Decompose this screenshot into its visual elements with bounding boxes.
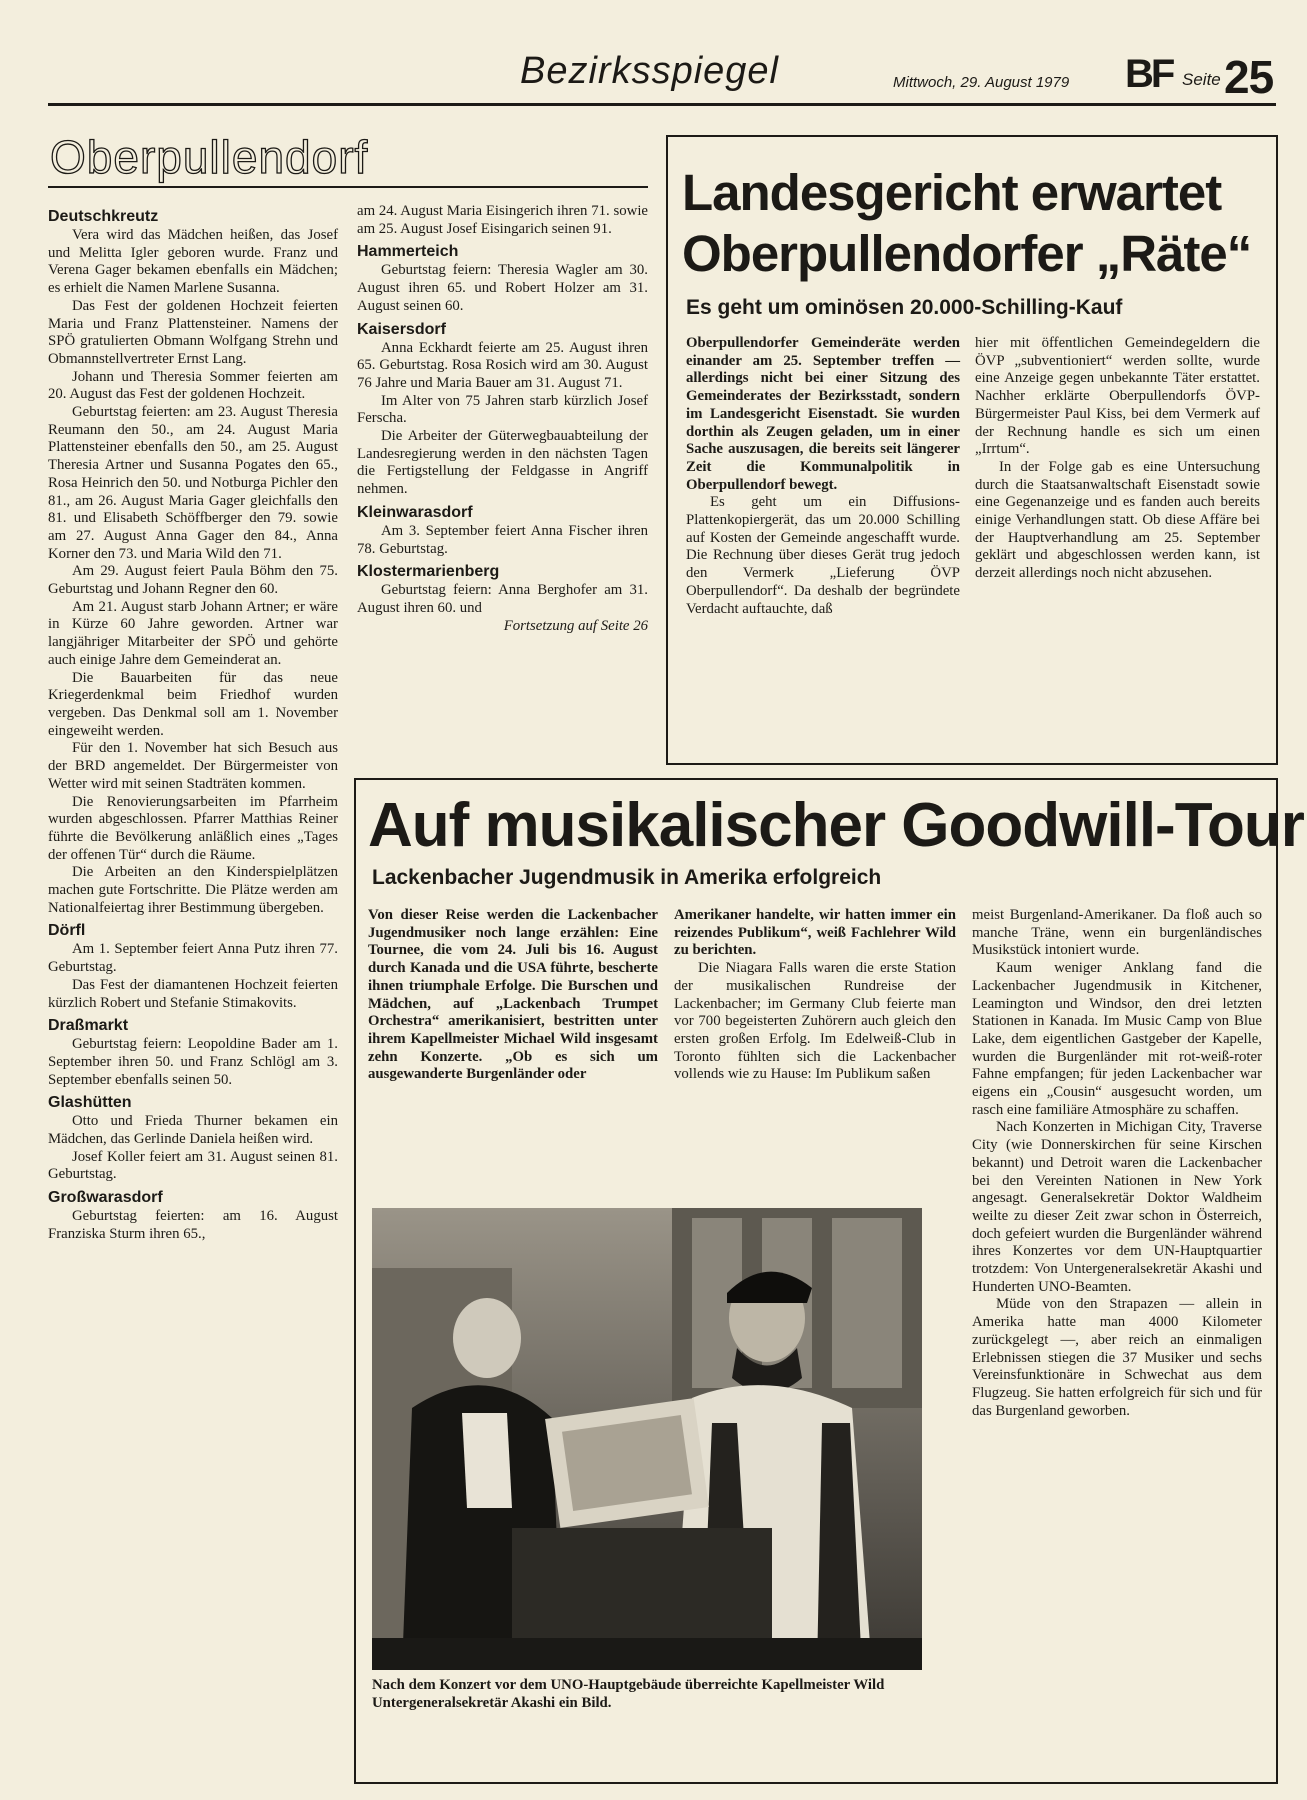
paragraph: Die Bauarbeiten für das neue Kriegerdenkmal beim Friedhof wurden vergeben. Das Denkmal soll am 1. November eingeweiht werden.	[48, 669, 338, 739]
masthead-rule	[48, 103, 1276, 106]
paragraph: Am 21. August starb Johann Artner; er wäre in Kürze 60 Jahre geworden. Artner war langjähriger Mitarbeiter der SPÖ und gehörte auch einige Jahre dem Gemeinderat an.	[48, 598, 338, 668]
paragraph: Josef Koller feiert am 31. August seinen 81. Geburtstag.	[48, 1148, 338, 1183]
paragraph: Das Fest der goldenen Hochzeit feierten Maria und Franz Plattensteiner. Namens der SPÖ gratulierten Obmann Wolfgang Strehn und Obmannstellvertreter Ernst Lang.	[48, 297, 338, 367]
paragraph: Die Renovierungsarbeiten im Pfarrheim wurden abgeschlossen. Pfarrer Matthias Reiner führte die Bevölkerung anläßlich eines „Tages der offenen Tür“ durch die Räume.	[48, 793, 338, 863]
lead-paragraph: Oberpullendorfer Gemeinderäte werden einander am 25. September treffen — allerdings nicht bei einer Sitzung des Gemeinderates der Bezirksstadt, sondern im Landesgericht Eisenstadt. Sie wurden dorthin als Zeugen geladen, um in einer Sache auszusagen, die bereits seit längerer Zeit die Kommunalpolitik in Oberpullendorf bewegt.	[686, 335, 960, 493]
paragraph: hier mit öffentlichen Gemeindegeldern die ÖVP „subventioniert“ werden sollte, wurde eine Anzeige gegen unbekannte Täter erstattet. Nachher erklärte Oberpullendorfs ÖVP-Bürgermeister Paul Kiss, bei dem Vermerk auf der Rechnung handle es sich um einen „Irrtum“.	[975, 335, 1260, 458]
headline: Auf musikalischer Goodwill-Tour	[368, 791, 1304, 860]
paragraph: Im Alter von 75 Jahren starb kürzlich Josef Ferscha.	[357, 392, 648, 427]
lead-paragraph-continued: Amerikaner handelte, wir hatten immer ein reizendes Publikum“, weiß Fachlehrer Wild zu berichten.	[674, 907, 956, 959]
article-column-1	[368, 907, 658, 1084]
locality-heading: Großwarasdorf	[48, 1189, 163, 1207]
paragraph: Geburtstag feiern: Anna Berghofer am 31. August ihren 60. und	[357, 582, 648, 616]
locality-heading: Hammerteich	[357, 243, 459, 261]
paragraph: am 24. August Maria Eisingerich ihren 71. sowie am 25. August Josef Eisingarich seinen 91.	[357, 203, 648, 237]
paragraph: meist Burgenland-Amerikaner. Da floß auch so manche Träne, wenn ein burgenländisches Musikstück intoniert wurde.	[972, 907, 1262, 959]
paragraph: Die Arbeiter der Güterwegbauabteilung der Landesregierung werden in den nächsten Tagen die Fertigstellung der Feldgasse in Angriff nehmen.	[357, 428, 648, 498]
locality-heading: Dörfl	[48, 922, 86, 940]
locality-heading: Glashütten	[48, 1094, 132, 1112]
paragraph: Geburtstag feiern: Leopoldine Bader am 1. September ihren 50. und Franz Schlögl am 3. September ebenfalls seinen 50.	[48, 1036, 338, 1088]
region-title: Oberpullendorf	[50, 131, 369, 183]
lead-paragraph: Von dieser Reise werden die Lackenbacher Jugendmusiker noch lange erzählen: Eine Tournee, die vom 24. Juli bis 16. August durch Kanada und die USA führte, bescherte ihnen triumphale Erfolge. Die Burschen und Mädchen, auf „Lackenbach Trumpet Orchestra“ amerikanisiert, bestritten unter ihrem Kapellmeister Michael Wild insgesamt zehn Konzerte. „Ob es sich um ausgewanderte Burgenländer oder	[368, 907, 658, 1083]
paragraph: Geburtstag feierten: am 23. August Theresia Reumann den 50., am 24. August Maria Plattensteiner ebenfalls den 50., am 25. August Theresia Artner und Susanna Pogates den 65., Rosa Heinrich den 50. und Notburga Pichler den 81., am 26. August Maria Gager gleichfalls den 81. und Elisabeth Schöffberger den 79. sowie am 27. August Anna Gager den 84., Anna Korner den 73. und Maria Wild den 71.	[48, 404, 338, 562]
locality-heading: Klostermarienberg	[357, 563, 500, 581]
paragraph: Das Fest der diamantenen Hochzeit feierten kürzlich Robert und Stefanie Stimakovits.	[48, 976, 338, 1011]
paragraph: Die Niagara Falls waren die erste Station der musikalischen Rundreise der Lackenbacher; im Germany Club feierte man vor 700 begeisterten Zuhörern auch gleich den ersten großen Erfolg. Im Edelweiß-Club in Toronto fühlten sich die Lackenbacher vollends wie zu Hause: Im Publikum saßen	[674, 960, 956, 1083]
concert-photo	[372, 1208, 922, 1670]
locality-heading: Kleinwarasdorf	[357, 503, 473, 521]
article-column-1	[686, 335, 960, 618]
issue-date: Mittwoch, 29. August 1979	[893, 74, 1070, 91]
paragraph: Otto und Frieda Thurner bekamen ein Mädchen, das Gerlinde Daniela heißen wird.	[48, 1113, 338, 1148]
paragraph: Am 3. September feiert Anna Fischer ihren 78. Geburtstag.	[357, 522, 648, 557]
page-label: Seite	[1182, 70, 1221, 89]
article-column-3	[972, 907, 1262, 1420]
paragraph: Geburtstag feierten: am 16. August Franziska Sturm ihren 65.,	[48, 1208, 338, 1242]
page-number: 25	[1224, 51, 1274, 103]
article-column-2	[674, 907, 956, 1084]
locality-heading: Kaisersdorf	[357, 320, 446, 338]
paragraph: Am 29. August feiert Paula Böhm den 75. Geburtstag und Johann Regner den 60.	[48, 563, 338, 598]
paragraph: Anna Eckhardt feierte am 25. August ihren 65. Geburtstag. Rosa Rosich wird am 30. August 76 Jahre und Maria Bauer am 31. August 71.	[357, 339, 648, 391]
region-rule	[48, 186, 648, 188]
locality-heading: Draßmarkt	[48, 1017, 129, 1035]
subheadline: Es geht um ominösen 20.000-Schilling-Kauf	[686, 296, 1123, 319]
subheadline: Lackenbacher Jugendmusik in Amerika erfolgreich	[372, 866, 882, 889]
paragraph: Nach Konzerten in Michigan City, Traverse City (wie Donnerskirchen für seine Kirschen bekannt) und Detroit waren die Lackenbacher bei den Vereinten Nationen in New York angesagt. Generalsekretär Doktor Waldheim weilte zu dieser Zeit zwar schon in Österreich, doch gefeiert wurden die Burgenländer während ihres Konzertes vor dem UN-Hauptquartier trotzdem: Von Untergeneralsekretär Akashi und Hunderten UNO-Beamten.	[972, 1119, 1262, 1295]
paragraph: Kaum weniger Anklang fand die Lackenbacher Jugendmusik in Kitchener, Leamington und Windsor, den drei letzten Stationen in Kanada. Im Music Camp von Blue Lake, dem eigentlichen Gastgeber der Kapelle, wurden die Burgenländer mit rot-weiß-roter Fahne empfangen; für jeden Lackenbacher war eigens ein „Cousin“ ausgesucht worden, um rasch eine familiäre Atmosphäre zu schaffen.	[972, 960, 1262, 1118]
paragraph: Die Arbeiten an den Kinderspielplätzen machen gute Fortschritte. Die Plätze werden am Nationalfeiertag ihrer Bestimmung übergeben.	[48, 864, 338, 916]
paragraph: Am 1. September feiert Anna Putz ihren 77. Geburtstag.	[48, 941, 338, 976]
paragraph: Für den 1. November hat sich Besuch aus der BRD angemeldet. Der Bürgermeister von Wetter wird mit seinen Stadträten kommen.	[48, 740, 338, 792]
headline-line-1: Landesgericht erwartet	[682, 164, 1222, 221]
section-title: Bezirksspiegel	[520, 50, 779, 92]
paragraph: Vera wird das Mädchen heißen, das Josef und Melitta Igler geboren wurde. Franz und Verena Gager bekamen ebenfalls ein Mädchen; es erhielt die Namen Marlene Susanna.	[48, 227, 338, 297]
photo-caption: Nach dem Konzert vor dem UNO-Hauptgebäude überreichte Kapellmeister Wild Untergeneralsekretär Akashi ein Bild.	[372, 1677, 885, 1711]
headline-line-2: Oberpullendorfer „Räte“	[682, 225, 1252, 282]
newspaper-logo: BF	[1125, 52, 1173, 96]
paragraph: Johann und Theresia Sommer feierten am 20. August das Fest der goldenen Hochzeit.	[48, 368, 338, 403]
locality-heading: Deutschkreutz	[48, 208, 159, 225]
continuation-note: Fortsetzung auf Seite 26	[503, 617, 648, 634]
news-column-2	[357, 203, 648, 635]
article-column-2	[975, 335, 1260, 583]
paragraph: Es geht um ein Diffusions-Plattenkopiergerät, das um 20.000 Schilling auf Kosten der Gemeinde angeschafft wurde. Die Rechnung über dieses Gerät trug jedoch den Vermerk „Lieferung ÖVP Oberpullendorf“. Da deshalb der begründete Verdacht auftauchte, daß	[686, 494, 960, 617]
paragraph: In der Folge gab es eine Untersuchung durch die Staatsanwaltschaft Eisenstadt sowie eine Gegenanzeige und es fanden auch bereits einige Verhandlungen statt. Ob diese Affäre bei der Hauptverhandlung am 25. September geklärt und abgeschlossen werden kann, ist derzeit allerdings noch nicht abzusehen.	[975, 458, 1260, 582]
paragraph: Müde von den Strapazen — allein in Amerika hatte man 4000 Kilometer zurückgelegt —, aber reich an einmaligen Erlebnissen stiegen die 37 Musiker und sechs Vereinsfunktionäre in Schwechat aus dem Flugzeug. Sie hatten erfolgreich für sich und für das Burgenland geworben.	[972, 1296, 1262, 1419]
news-column-1	[48, 203, 338, 1244]
paragraph: Geburtstag feiern: Theresia Wagler am 30. August ihren 65. und Robert Holzer am 31. August seinen 60.	[357, 262, 648, 314]
